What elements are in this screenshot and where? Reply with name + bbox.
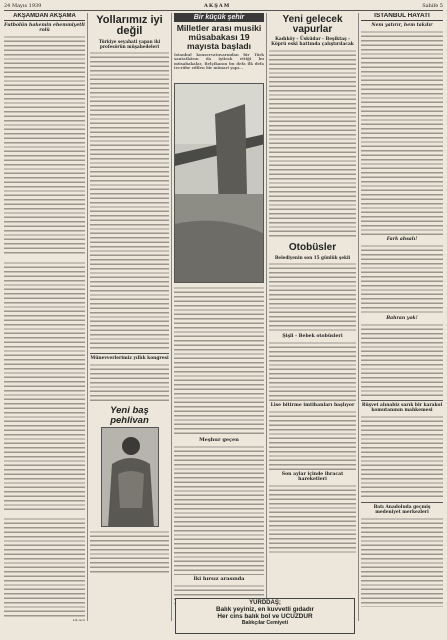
column-title: AKŞAMDAN AKŞAMA [4,13,85,21]
column-3 [174,13,264,621]
column-divider [87,13,88,621]
ad-line-2: Her cins balık bol ve UCUZDUR [217,613,313,620]
article-body [269,484,356,554]
ad-line-1: Balık yeyiniz, en kuvvetli gıdadır [215,606,315,613]
article-body [4,35,85,255]
article-lead: İstanbul konservatuvarından bir Türk santatkârın da iştirak ettiği bu müsabakalar, Belçikanın bu defa ilk defa tecrübe edilen bir mimari yapı... [174,53,264,71]
article-body [4,517,85,617]
pier-photo [174,83,264,283]
article-headline: Batı Anadoluda geçmiş medeniyet merkezleri [373,505,431,516]
section-heading: Nem yatırır, hem takılır [371,23,433,29]
column-divider [171,13,172,621]
article-body [269,410,356,470]
article-headline: Yollarımız iyi değil [96,14,163,37]
article-subhead: Türkiye seyahati yapan iki profesörün müşahedeleri [98,39,161,49]
article-headline: Otobüsler [288,242,337,253]
column-2 [90,13,169,621]
article-headline: Yeni baş pehlivan [110,405,149,426]
article-body [361,517,443,607]
page-header [4,2,443,11]
header-page-number: Sahife 5 [422,3,443,9]
article-headline: Şişli - Bebek otobüsleri [282,334,343,339]
photo-caption [90,530,169,574]
article-body [361,323,443,398]
column-divider [266,13,267,621]
article-subhead: Kadıköy - Üsküdar - Beşiktaş - Köprü eski hattında çalıştırılacak [271,37,354,47]
advertisement-box [175,598,355,634]
article-headline: Son aylar içinde ihracat hareketleri [281,472,344,482]
section-heading: Meşhur geçen [199,437,239,443]
article-kicker: Bir küçük şehir [174,13,264,22]
ad-title: YURDDAŞ; [249,600,281,606]
article-subhead: Belediyenin son 15 günlük şekli [274,255,351,260]
article-headline: Münevverlerimiz yıllık kongresi [90,356,169,361]
wrestler-photo [101,427,159,527]
header-date: 24 Mayıs 1939 [4,3,42,9]
article-headline: Milletler arası musiki müsabakası 19 mayısta başladı [176,23,262,51]
author-signature: Vâ-Nû [72,618,85,621]
article-body [269,49,356,239]
wrestler-figure [102,428,159,527]
column-5 [361,13,443,621]
article-body [174,286,264,436]
column-1 [4,13,85,621]
ad-signature: Balıkçılar Cemiyeti [241,620,289,626]
section-heading: Bahran yok! [386,316,418,322]
article-body [269,341,356,401]
header-paper-name: AKŞAM [204,3,231,9]
column-divider [358,13,359,621]
section-heading: İki hırsız arasında [193,576,245,582]
column-title: İSTANBUL HAYATI [361,13,443,21]
column-4 [269,13,356,573]
article-body [174,445,264,575]
pier-scene [175,84,264,283]
article-headline: Yeni gelecek vapurlar [282,14,343,35]
article-body [361,244,443,314]
article-headline: Rüşvet alınabiz sarık bir karakol komutanının mahkemesi [361,403,443,414]
article-body [361,415,443,500]
article-body [269,262,356,332]
article-body [90,51,169,351]
article-headline: Lise bitirme imtihanları başlıyor [270,403,355,408]
section-heading: Fark ahsalı! [386,237,418,243]
article-body [361,30,443,235]
column-subtitle: Futbolün hakemin ehemmiyetli rolü [4,23,85,33]
article-body [90,363,169,403]
article-body [4,261,85,511]
